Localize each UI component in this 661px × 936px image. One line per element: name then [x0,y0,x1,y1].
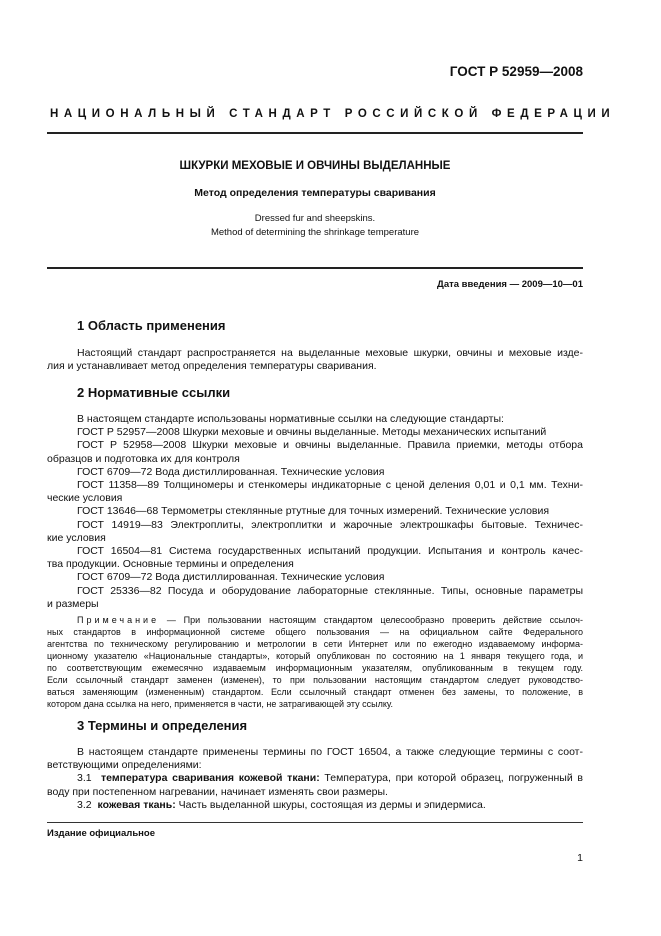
note-line: ваться заменяющим (измененным) стандартом. Если ссылочный стандарт отменен без замены, то положение, в [47,687,583,697]
reference-line: и размеры [47,597,99,610]
term-number: 3.2 [77,798,92,811]
top-rule [47,132,583,134]
section-2-body [47,413,583,611]
reference-line: В настоящем стандарте использованы нормативные ссылки на следующие стандарты: [77,413,504,425]
document-subtitle: Метод определения температуры сваривания [194,187,436,199]
reference-line: образцов и подготовка их для контроля [47,452,240,465]
national-standard-banner [50,108,616,120]
section-3-body [47,746,583,812]
document-title: ШКУРКИ МЕХОВЫЕ И ОВЧИНЫ ВЫДЕЛАННЫЕ [179,160,451,172]
reference-line: ГОСТ 14919—83 Электроплиты, электроплитки и жарочные электрошкафы бытовые. Техничес- [77,518,583,531]
note-label: Примечание [77,615,160,625]
term-name: температура сваривания кожевой ткани: [101,772,320,785]
reference-line: кие условия [47,531,106,544]
section-1-body [47,347,583,373]
reference-line: тва продукции. Основные термины и определения [47,558,294,571]
reference-line: ческие условия [47,492,123,505]
section-3-line: ветствующими определениями: [47,759,202,772]
reference-line: ГОСТ Р 52957—2008 Шкурки меховые и овчины выделанные. Методы механических испытаний [77,426,547,439]
term-3-1 [47,772,583,785]
reference-line: ГОСТ Р 52958—2008 Шкурки меховые и овчины выделанные. Правила приемки, методы отбора [77,439,583,452]
section-2-note [47,614,583,710]
english-title-line-1: Dressed fur and sheepskins. [254,213,376,224]
reference-line: ГОСТ 6709—72 Вода дистиллированная. Технические условия [77,571,385,584]
reference-line: ГОСТ 11358—89 Толщиномеры и стенкомеры индикаторные с ценой деления 0,01 и 0,1 мм. Техни- [77,479,583,492]
introduction-date: Дата введения — 2009—10—01 [437,279,583,290]
reference-line: ГОСТ 6709—72 Вода дистиллированная. Технические условия [77,465,385,478]
middle-rule [47,267,583,269]
section-3-heading: 3 Термины и определения [77,718,248,733]
english-title-line-2: Method of determining the shrinkage temperature [210,227,420,238]
page-number: 1 [577,852,583,864]
term-3-2 [47,799,583,812]
section-3-line: В настоящем стандарте применены термины по ГОСТ 16504, а также следующие термины с соот- [77,746,583,758]
section-1-heading: 1 Область применения [77,318,226,333]
term-definition: Часть выделанной шкуры, состоящая из дермы и эпидермиса. [175,798,486,811]
section-1-line: лия и устанавливает метод определения температуры сваривания. [47,360,377,373]
term-3-1-continuation: воду при постепенном нагревании, начинает изменять свои размеры. [47,785,388,798]
note-line: Если ссылочный стандарт заменен (изменен), то при пользовании настоящим стандартом следует руководство- [47,675,583,685]
reference-line: ГОСТ 25336—82 Посуда и оборудование лабораторные стеклянные. Типы, основные параметры [77,584,583,597]
document-code: ГОСТ Р 52959—2008 [449,64,583,79]
note-line [47,614,583,626]
term-definition: Температура, при которой образец, погруженный в [319,772,583,785]
section-1-line: Настоящий стандарт распространяется на выделанные меховые шкурки, овчины и меховые изде- [77,347,583,359]
note-line: по соответствующим ежемесячно издаваемым информационным указателям, опубликованным в текущем году. [47,663,583,673]
reference-line: ГОСТ 16504—81 Система государственных испытаний продукции. Испытания и контроль качес- [77,545,583,558]
note-line: агентства по техническому регулированию и метрологии в сети Интернет или по ежегодно издаваемому информа- [47,639,583,649]
official-edition-label: Издание официальное [47,828,155,839]
note-line: котором дана ссылка на него, применяется в части, не затрагивающей эту ссылку. [47,699,393,709]
term-number: 3.1 [77,772,92,785]
note-text: — При пользовании настоящим стандартом целесообразно проверить действие ссылоч- [159,615,583,625]
section-2-heading: 2 Нормативные ссылки [77,385,231,400]
term-name: кожевая ткань: [97,798,176,811]
note-line: ционному указателю «Национальные стандарты», который опубликован по состоянию на 1 января текущего года, и [47,651,583,661]
national-standard-text: НАЦИОНАЛЬНЫЙ СТАНДАРТ РОССИЙСКОЙ ФЕДЕРАЦИИ [50,108,616,120]
reference-line: ГОСТ 13646—68 Термометры стеклянные ртутные для точных измерений. Технические условия [77,505,550,518]
note-line: ных стандартов в информационной системе общего пользования — на официальном сайте Федерального [47,627,583,637]
bottom-rule [47,822,583,823]
